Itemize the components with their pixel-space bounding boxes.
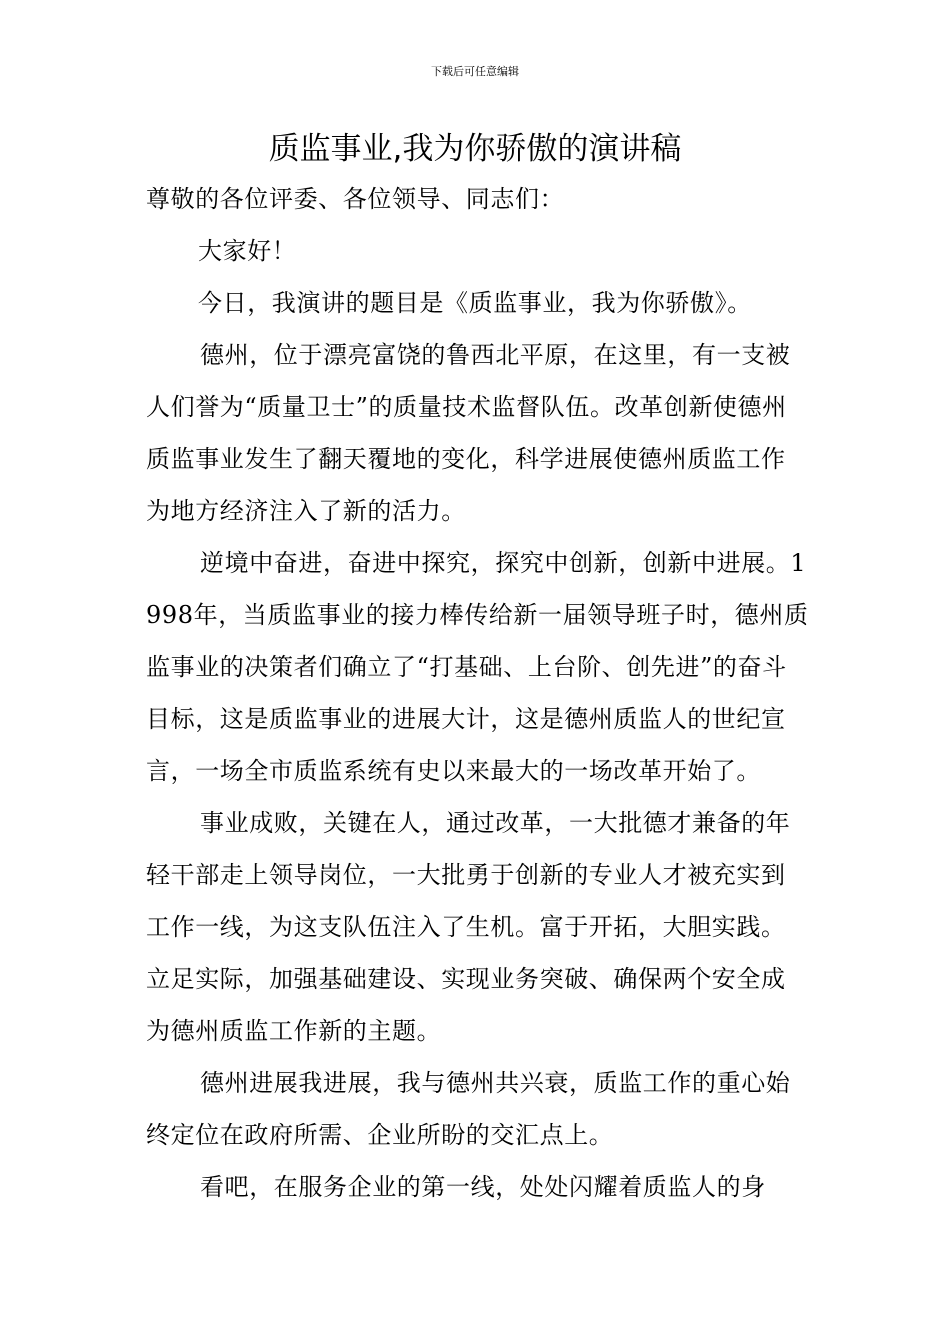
salutation: 尊敬的各位评委、各位领导、同志们： — [146, 185, 565, 213]
paragraph-talent: 事业成败，关键在人，通过改革，一大批德才兼备的年轻干部走上领导岗位，一大批勇于创新的专业人才被充实到工作一线，为这支队伍注入了生机。富于开拓，大胆实践。立足实际，加强基础建设、实现业务突破、确保两个安全成为德州质监工作新的主题。 — [146, 809, 791, 1045]
paragraph-frontline: 看吧，在服务企业的第一线，处处闪耀着质监人的身 — [200, 1173, 766, 1201]
paragraph-topic: 今日，我演讲的题目是《质监事业，我为你骄傲》。 — [198, 289, 752, 317]
paragraph-reform-1998: 逆境中奋进，奋进中探究，探究中创新，创新中进展。1998年，当质监事业的接力棒传给新一届领导班子时，德州质监事业的决策者们确立了“打基础、上台阶、创先进”的奋斗目标，这是质监事业的进展大计，这是德州质监人的世纪宣言，一场全市质监系统有史以来最大的一场改革开始了。 — [146, 549, 809, 785]
document-body — [146, 173, 810, 1213]
paragraph-focus: 德州进展我进展，我与德州共兴衰，质监工作的重心始终定位在政府所需、企业所盼的交汇点上。 — [146, 1069, 791, 1149]
paragraph-dezhou-intro: 德州，位于漂亮富饶的鲁西北平原，在这里，有一支被人们誉为“质量卫士”的质量技术监督队伍。改革创新使德州质监事业发生了翻天覆地的变化，科学进展使德州质监工作为地方经济注入了新的活力。 — [146, 341, 791, 525]
header-note: 下载后可任意编辑 — [431, 65, 519, 78]
document-title: 质监事业,我为你骄傲的演讲稿 — [268, 131, 682, 167]
paragraph-greeting: 大家好！ — [198, 237, 297, 265]
